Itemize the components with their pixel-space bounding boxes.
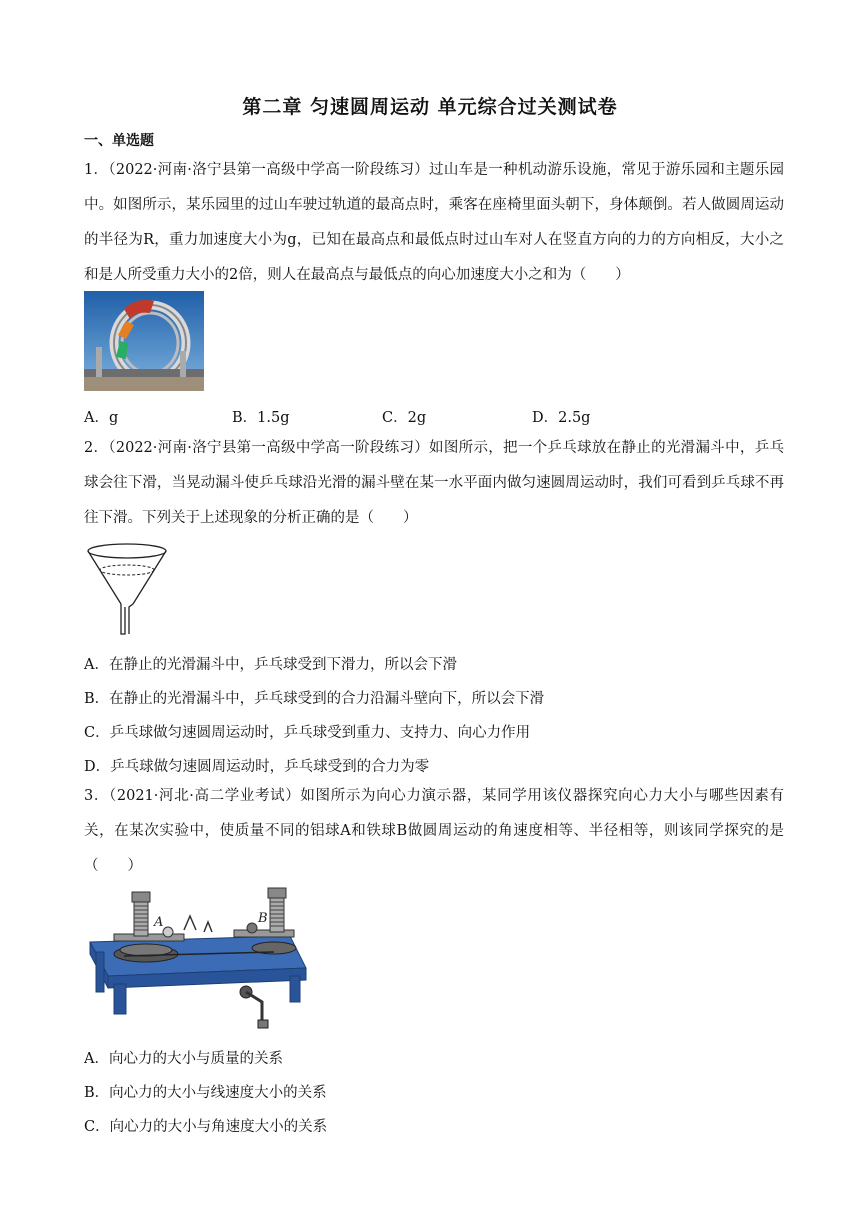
q2-option-b[interactable]: B．在静止的光滑漏斗中，乒乓球受到的合力沿漏斗壁向下，所以会下滑 [84, 691, 545, 707]
q3-option-b[interactable]: B．向心力的大小与线速度大小的关系 [84, 1085, 327, 1101]
label-a: A [154, 915, 164, 930]
question-1-text: 1．（2022·河南·洛宁县第一高级中学高一阶段练习）过山车是一种机动游乐设施，常见于游乐园和主题乐园中。如图所示，某乐园里的过山车驶过轨道的最高点时，乘客在座椅里面头朝下，身体颠倒。若人做圆周运动的半径为R，重力加速度大小为g，已知在最高点和最低点时过山车对人在竖直方向的力的方向相反，大小之和是人所受重力大小的2倍，则人在最高点与最低点的向心加速度大小之和为（ ） [84, 162, 784, 283]
funnel-diagram [84, 542, 170, 638]
centripetal-force-apparatus [84, 884, 310, 1030]
q1-option-b[interactable]: B．1.5g [232, 410, 290, 426]
q1-option-a[interactable]: A．g [84, 410, 119, 426]
label-b: B [258, 911, 268, 926]
question-3-text: 3．（2021·河北·高二学业考试）如图所示为向心力演示器，某同学用该仪器探究向心力大小与哪些因素有关，在某次实验中，使质量不同的铝球A和铁球B做圆周运动的角速度相等、半径相等，则该同学探究的是（ ） [84, 788, 784, 874]
page-title: 第二章 匀速圆周运动 单元综合过关测试卷 [242, 96, 618, 118]
section-heading: 一、单选题 [84, 133, 154, 149]
q2-option-a[interactable]: A．在静止的光滑漏斗中，乒乓球受到下滑力，所以会下滑 [84, 657, 457, 673]
q2-option-d[interactable]: D．乒乓球做匀速圆周运动时，乒乓球受到的合力为零 [84, 759, 430, 775]
question-2-text: 2．（2022·河南·洛宁县第一高级中学高一阶段练习）如图所示，把一个乒乓球放在静止的光滑漏斗中，乒乓球会往下滑，当晃动漏斗使乒乓球沿光滑的漏斗壁在某一水平面内做匀速圆周运动时，我们可看到乒乓球不再往下滑。下列关于上述现象的分析正确的是（ ） [84, 440, 784, 526]
q1-option-d[interactable]: D．2.5g [532, 410, 591, 426]
q3-option-a[interactable]: A．向心力的大小与质量的关系 [84, 1051, 283, 1067]
roller-coaster-image [84, 291, 204, 391]
q3-option-c[interactable]: C．向心力的大小与角速度大小的关系 [84, 1119, 328, 1135]
q1-option-c[interactable]: C．2g [382, 410, 427, 426]
q2-option-c[interactable]: C．乒乓球做匀速圆周运动时，乒乓球受到重力、支持力、向心力作用 [84, 725, 531, 741]
